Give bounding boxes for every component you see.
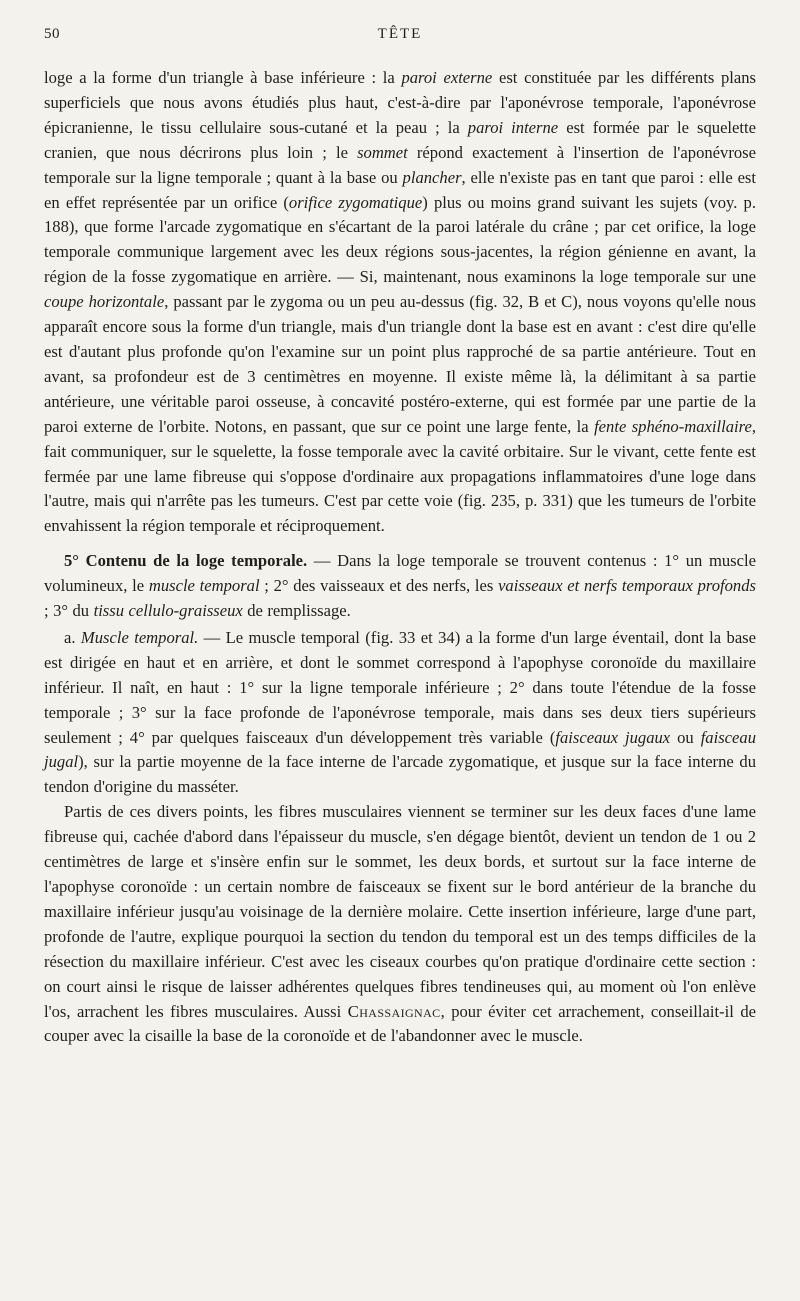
paragraph-contenu-loge-temporale: 5° Contenu de la loge temporale. — Dans la loge temporale se trouvent contenus : 1° un muscle volumineux, le muscle temporal ; 2° des vaisseaux et des nerfs, les vaisseaux et nerfs temporaux profonds ; 3° du tissu cellulo-graisseux de remplissage. (44, 551, 756, 621)
paragraph-loge-temporale-continuation: loge a la forme d'un triangle à base inférieure : la paroi externe est constituée par les différents plans superficiels que nous avons étudiés plus haut, c'est-à-dire par l'aponévrose temporale, l'aponévrose épicranienne, le tissu cellulaire sous-cutané et la peau ; la paroi interne est formée par le squelette cranien, que nous décrirons plus loin ; le sommet répond exactement à l'insertion de l'aponévrose temporale sur la ligne temporale ; quant à la base ou plancher, elle n'existe pas en tant que paroi : elle est en effet représentée par un orifice (orifice zygomatique) plus ou moins grand suivant les sujets (voy. p. 188), que forme l'arcade zygomatique en s'écartant de la paroi latérale du crâne ; par cet orifice, la loge temporale communique largement avec les deux régions sous-jacentes, la région génienne en avant, la région de la fosse zygomatique en arrière. — Si, maintenant, nous examinons la loge temporale sur une coupe horizontale, passant par le zygoma ou un peu au-dessus (fig. 32, B et C), nous voyons qu'elle nous apparaît encore sous la forme d'un triangle, mais d'un triangle dont la base est en avant : c'est dire qu'elle est d'autant plus profonde qu'on l'examine sur un point plus rapproché de sa partie antérieure. Tout en avant, sa profondeur est de 3 centimètres en moyenne. Il existe même là, la délimitant à sa partie antérieure, une véritable paroi osseuse, à concavité postéro-externe, qui est formée par une partie de la paroi externe de l'orbite. Notons, en passant, que sur ce point une large fente, la fente sphéno-maxillaire, fait communiquer, sur le squelette, la fosse temporale avec la cavité orbitaire. Sur le vivant, cette fente est fermée par une lame fibreuse qui s'oppose d'ordinaire aux propagations inflammatoires d'une loge dans l'autre, mais qui n'arrête pas les tumeurs. C'est par cette voie (fig. 235, p. 331) que les tumeurs de l'orbite envahissent la région temporale et réciproquement. (44, 68, 757, 536)
paragraph-muscle-temporal: a. Muscle temporal. — Le muscle temporal (fig. 33 et 34) a la forme d'un large éventail, dont la base est dirigée en haut et en arrière, et dont le sommet correspond à l'apophyse coronoïde du maxillaire inférieur. Il naît, en haut : 1° sur la ligne temporale inférieure ; 2° dans toute l'étendue de la fosse temporale ; 3° sur la face profonde de l'aponévrose temporale, mais dans ses deux tiers supérieurs seulement ; 4° par quelques faisceaux d'un développement très variable (faisceaux jugaux ou faisceau jugal), sur la partie moyenne de la face interne de l'arcade zygomatique, et jusque sur la face interne du tendon d'origine du masséter. (44, 627, 757, 797)
text-block (44, 66, 756, 1049)
page-header (44, 26, 756, 48)
running-title: TÊTE (377, 26, 423, 42)
paragraph-insertion-tendon: Partis de ces divers points, les fibres musculaires viennent se terminer sur les deux faces d'une lame fibreuse qui, cachée d'abord dans l'épaisseur du muscle, s'en dégage bientôt, devient un tendon de 1 ou 2 centimètres de large et s'insère enfin sur le sommet, les deux bords, et surtout sur la face interne de l'apophyse coronoïde : un certain nombre de faisceaux se fixent sur le bord antérieur de la branche du maxillaire inférieur jusqu'au voisinage de la dernière molaire. Cette insertion inférieure, large d'une part, profonde de l'autre, explique pourquoi la section du tendon du temporal est un des temps difficiles de la résection du maxillaire inférieur. C'est avec les ciseaux courbes qu'on pratique d'ordinaire cette section : on court ainsi le risque de laisser adhérentes quelques fibres tendineuses qui, au moment où l'on enlève l'os, arrachent les fibres musculaires. Aussi Chassaignac, pour éviter cet arrachement, conseillait-il de couper avec la cisaille la base de la coronoïde et de l'abandonner avec le muscle. (44, 802, 756, 1046)
page-number: 50 (44, 26, 60, 42)
